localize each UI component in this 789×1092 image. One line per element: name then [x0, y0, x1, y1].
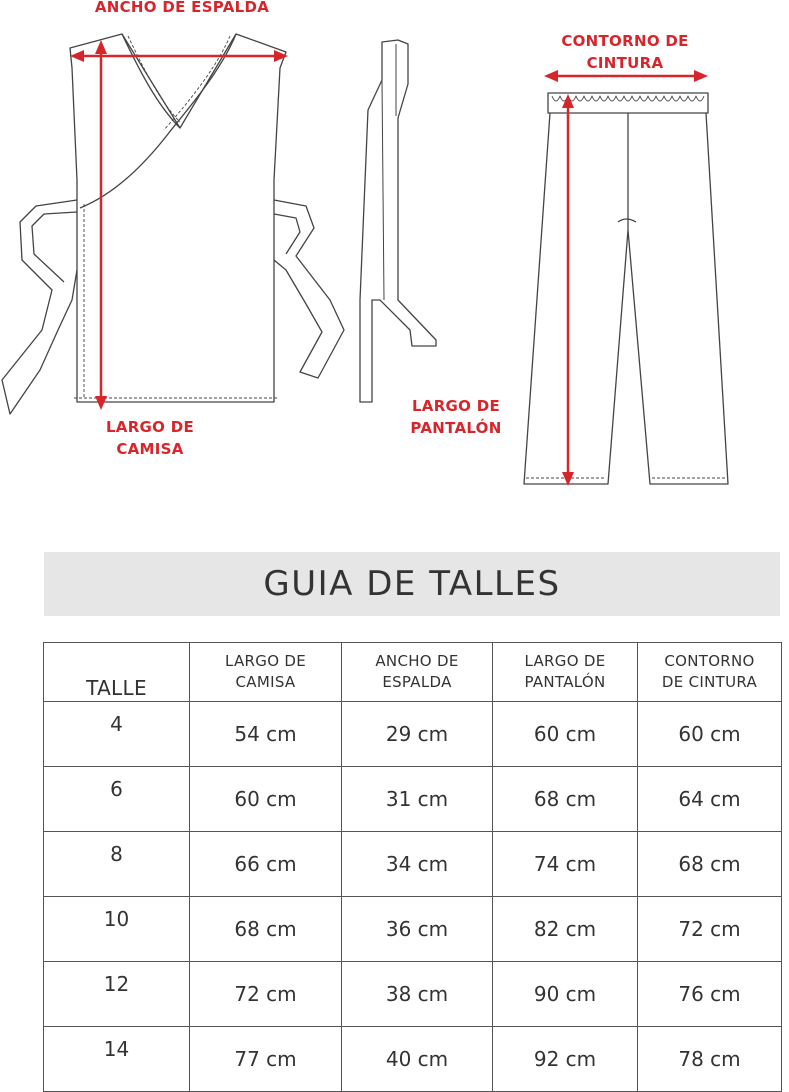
cell-ancho-espalda: 31 cm — [342, 767, 493, 832]
label-largo-camisa-line2: CAMISA — [116, 440, 184, 458]
label-contorno-cintura — [540, 30, 710, 74]
header-ancho-espalda — [342, 643, 493, 702]
header-talle: TALLE — [44, 643, 190, 702]
table-row — [44, 897, 782, 962]
cell-contorno-cintura: 78 cm — [638, 1027, 782, 1092]
cell-largo-pantalon: 82 cm — [493, 897, 638, 962]
header-largo-pantalon-line1: LARGO DE — [524, 652, 606, 670]
header-largo-camisa — [190, 643, 342, 702]
label-ancho-espalda: ANCHO DE ESPALDA — [94, 0, 270, 16]
label-largo-pantalon — [396, 395, 516, 439]
cell-largo-pantalon: 92 cm — [493, 1027, 638, 1092]
header-largo-pantalon — [493, 643, 638, 702]
header-contorno-cintura-line1: CONTORNO — [664, 652, 755, 670]
cell-largo-camisa: 72 cm — [190, 962, 342, 1027]
arrow-head-up-icon — [95, 40, 107, 54]
page-title: GUIA DE TALLES — [263, 564, 561, 604]
label-largo-camisa — [70, 416, 230, 460]
cell-talle: 4 — [44, 702, 190, 767]
cell-talle: 12 — [44, 962, 190, 1027]
table-row — [44, 767, 782, 832]
cell-talle: 6 — [44, 767, 190, 832]
label-largo-camisa-line1: LARGO DE — [105, 418, 195, 436]
label-largo-pantalon-line1: LARGO DE — [411, 397, 501, 415]
table-row — [44, 832, 782, 897]
cell-largo-pantalon: 74 cm — [493, 832, 638, 897]
cell-contorno-cintura: 60 cm — [638, 702, 782, 767]
cell-largo-pantalon: 90 cm — [493, 962, 638, 1027]
table-row — [44, 962, 782, 1027]
cell-largo-pantalon: 68 cm — [493, 767, 638, 832]
arrow-head-left-icon — [70, 50, 84, 62]
cell-talle: 8 — [44, 832, 190, 897]
header-contorno-cintura-line2: DE CINTURA — [661, 673, 758, 691]
title-banner — [44, 552, 780, 616]
header-ancho-espalda-line2: ESPALDA — [382, 673, 452, 691]
cell-largo-camisa: 60 cm — [190, 767, 342, 832]
header-ancho-espalda-line1: ANCHO DE — [375, 652, 459, 670]
cell-ancho-espalda: 29 cm — [342, 702, 493, 767]
cell-largo-camisa: 66 cm — [190, 832, 342, 897]
cell-contorno-cintura: 64 cm — [638, 767, 782, 832]
pants-drawing — [524, 93, 728, 484]
table-header-row — [44, 643, 782, 702]
header-contorno-cintura — [638, 643, 782, 702]
cell-talle: 14 — [44, 1027, 190, 1092]
cell-ancho-espalda: 36 cm — [342, 897, 493, 962]
size-table — [43, 642, 782, 1092]
header-largo-camisa-line1: LARGO DE — [224, 652, 306, 670]
label-contorno-cintura-line2: CINTURA — [586, 54, 664, 72]
cell-ancho-espalda: 38 cm — [342, 962, 493, 1027]
cell-contorno-cintura: 76 cm — [638, 962, 782, 1027]
label-contorno-cintura-line1: CONTORNO DE — [561, 32, 689, 50]
cell-talle: 10 — [44, 897, 190, 962]
table-row — [44, 702, 782, 767]
cell-largo-camisa: 54 cm — [190, 702, 342, 767]
cell-ancho-espalda: 40 cm — [342, 1027, 493, 1092]
belt-drawing — [360, 40, 436, 402]
garment-diagram — [0, 0, 789, 540]
header-largo-camisa-line2: CAMISA — [235, 673, 296, 691]
table-row — [44, 1027, 782, 1092]
cell-ancho-espalda: 34 cm — [342, 832, 493, 897]
header-largo-pantalon-line2: PANTALÓN — [524, 673, 606, 691]
label-largo-pantalon-line2: PANTALÓN — [410, 419, 502, 437]
cell-largo-camisa: 68 cm — [190, 897, 342, 962]
arrow-head-down-icon — [95, 396, 107, 410]
cell-contorno-cintura: 72 cm — [638, 897, 782, 962]
cell-largo-camisa: 77 cm — [190, 1027, 342, 1092]
cell-largo-pantalon: 60 cm — [493, 702, 638, 767]
shirt-drawing — [2, 34, 344, 414]
cell-contorno-cintura: 68 cm — [638, 832, 782, 897]
